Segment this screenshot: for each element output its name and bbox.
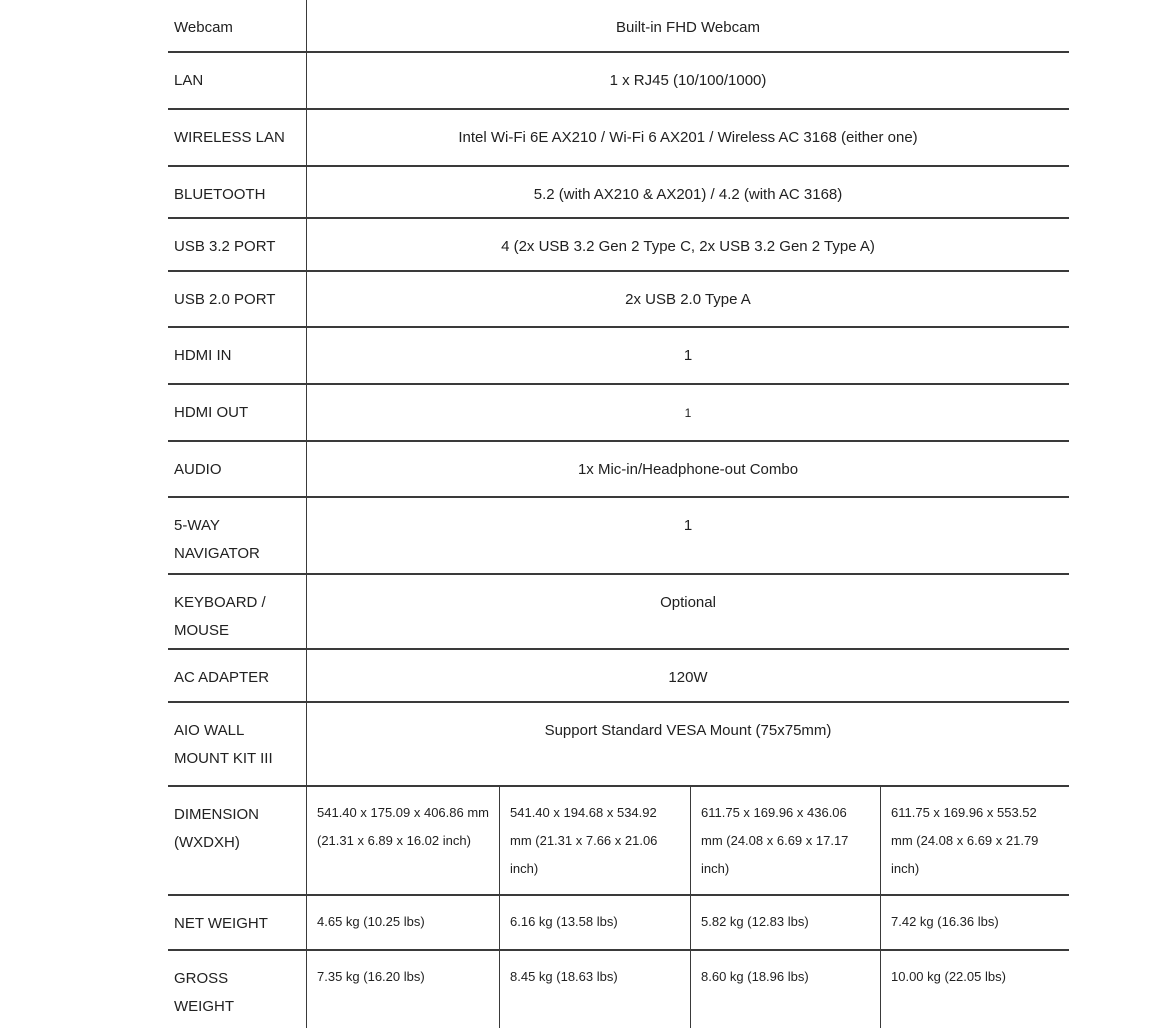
table-row-audio	[168, 442, 1069, 498]
spec-label: HDMI OUT	[168, 385, 307, 440]
spec-value-col2: 8.45 kg (18.63 lbs)	[499, 951, 690, 1028]
spec-value: 2x USB 2.0 Type A	[625, 291, 751, 308]
table-row-net-weight	[168, 896, 1069, 951]
spec-table	[168, 0, 1069, 1028]
spec-label: LAN	[168, 53, 307, 108]
spec-value: 1	[683, 517, 693, 534]
spec-value: 1 x RJ45 (10/100/1000)	[609, 72, 767, 89]
spec-value: 4 (2x USB 3.2 Gen 2 Type C, 2x USB 3.2 Gen 2 Type A)	[501, 238, 875, 255]
spec-value-col3: 611.75 x 169.96 x 436.06 mm (24.08 x 6.69 x 17.17 inch)	[690, 787, 880, 894]
spec-value: Built-in FHD Webcam	[616, 19, 760, 36]
spec-label: DIMENSION (WXDXH)	[168, 787, 307, 894]
spec-value-col1: 541.40 x 175.09 x 406.86 mm (21.31 x 6.89 x 16.02 inch)	[317, 805, 490, 848]
spec-label: USB 3.2 PORT	[168, 219, 307, 270]
table-row-bluetooth	[168, 167, 1069, 219]
spec-value: 1x Mic-in/Headphone-out Combo	[577, 461, 799, 478]
table-row-dimension	[168, 787, 1069, 896]
spec-value-col1: 7.35 kg (16.20 lbs)	[317, 969, 425, 984]
spec-value-col4: 10.00 kg (22.05 lbs)	[880, 951, 1069, 1028]
spec-value-col1: 4.65 kg (10.25 lbs)	[317, 914, 425, 929]
spec-label: AC ADAPTER	[168, 650, 307, 701]
spec-label: GROSS WEIGHT	[168, 951, 307, 1028]
spec-value-col2: 541.40 x 194.68 x 534.92 mm (21.31 x 7.66 x 21.06 inch)	[499, 787, 690, 894]
spec-value: 120W	[668, 669, 708, 686]
spec-value-col3: 5.82 kg (12.83 lbs)	[690, 896, 880, 949]
spec-label: HDMI IN	[168, 328, 307, 383]
table-row-gross-weight	[168, 951, 1069, 1028]
spec-label: USB 2.0 PORT	[168, 272, 307, 326]
spec-value: 1	[684, 406, 692, 420]
spec-value-col4: 611.75 x 169.96 x 553.52 mm (24.08 x 6.69 x 21.79 inch)	[880, 787, 1069, 894]
spec-label: WIRELESS LAN	[168, 110, 307, 165]
spec-value-col4: 7.42 kg (16.36 lbs)	[880, 896, 1069, 949]
table-row-usb20-port	[168, 272, 1069, 328]
table-row-lan	[168, 53, 1069, 110]
spec-label: AUDIO	[168, 442, 307, 496]
spec-label: KEYBOARD / MOUSE	[168, 575, 307, 648]
spec-value-col3: 8.60 kg (18.96 lbs)	[690, 951, 880, 1028]
spec-label: AIO WALL MOUNT KIT III	[168, 703, 307, 785]
spec-value-col2: 6.16 kg (13.58 lbs)	[499, 896, 690, 949]
table-row-usb32-port	[168, 219, 1069, 272]
table-row-webcam	[168, 0, 1069, 53]
table-row-aio-wall-mount	[168, 703, 1069, 787]
table-row-wireless-lan	[168, 110, 1069, 167]
spec-label: NET WEIGHT	[168, 896, 307, 949]
spec-label: Webcam	[168, 0, 307, 51]
spec-label: 5-WAY NAVIGATOR	[168, 498, 307, 573]
spec-value: Intel Wi-Fi 6E AX210 / Wi-Fi 6 AX201 / Wireless AC 3168 (either one)	[458, 129, 918, 146]
table-row-keyboard-mouse	[168, 575, 1069, 650]
table-row-hdmi-out	[168, 385, 1069, 442]
spec-value: 1	[683, 347, 693, 364]
spec-value: Support Standard VESA Mount (75x75mm)	[544, 722, 832, 739]
spec-label: BLUETOOTH	[168, 167, 307, 217]
spec-value: Optional	[660, 594, 716, 611]
table-row-5way-navigator	[168, 498, 1069, 575]
table-row-ac-adapter	[168, 650, 1069, 703]
spec-value: 5.2 (with AX210 & AX201) / 4.2 (with AC 3168)	[533, 186, 843, 203]
table-row-hdmi-in	[168, 328, 1069, 385]
